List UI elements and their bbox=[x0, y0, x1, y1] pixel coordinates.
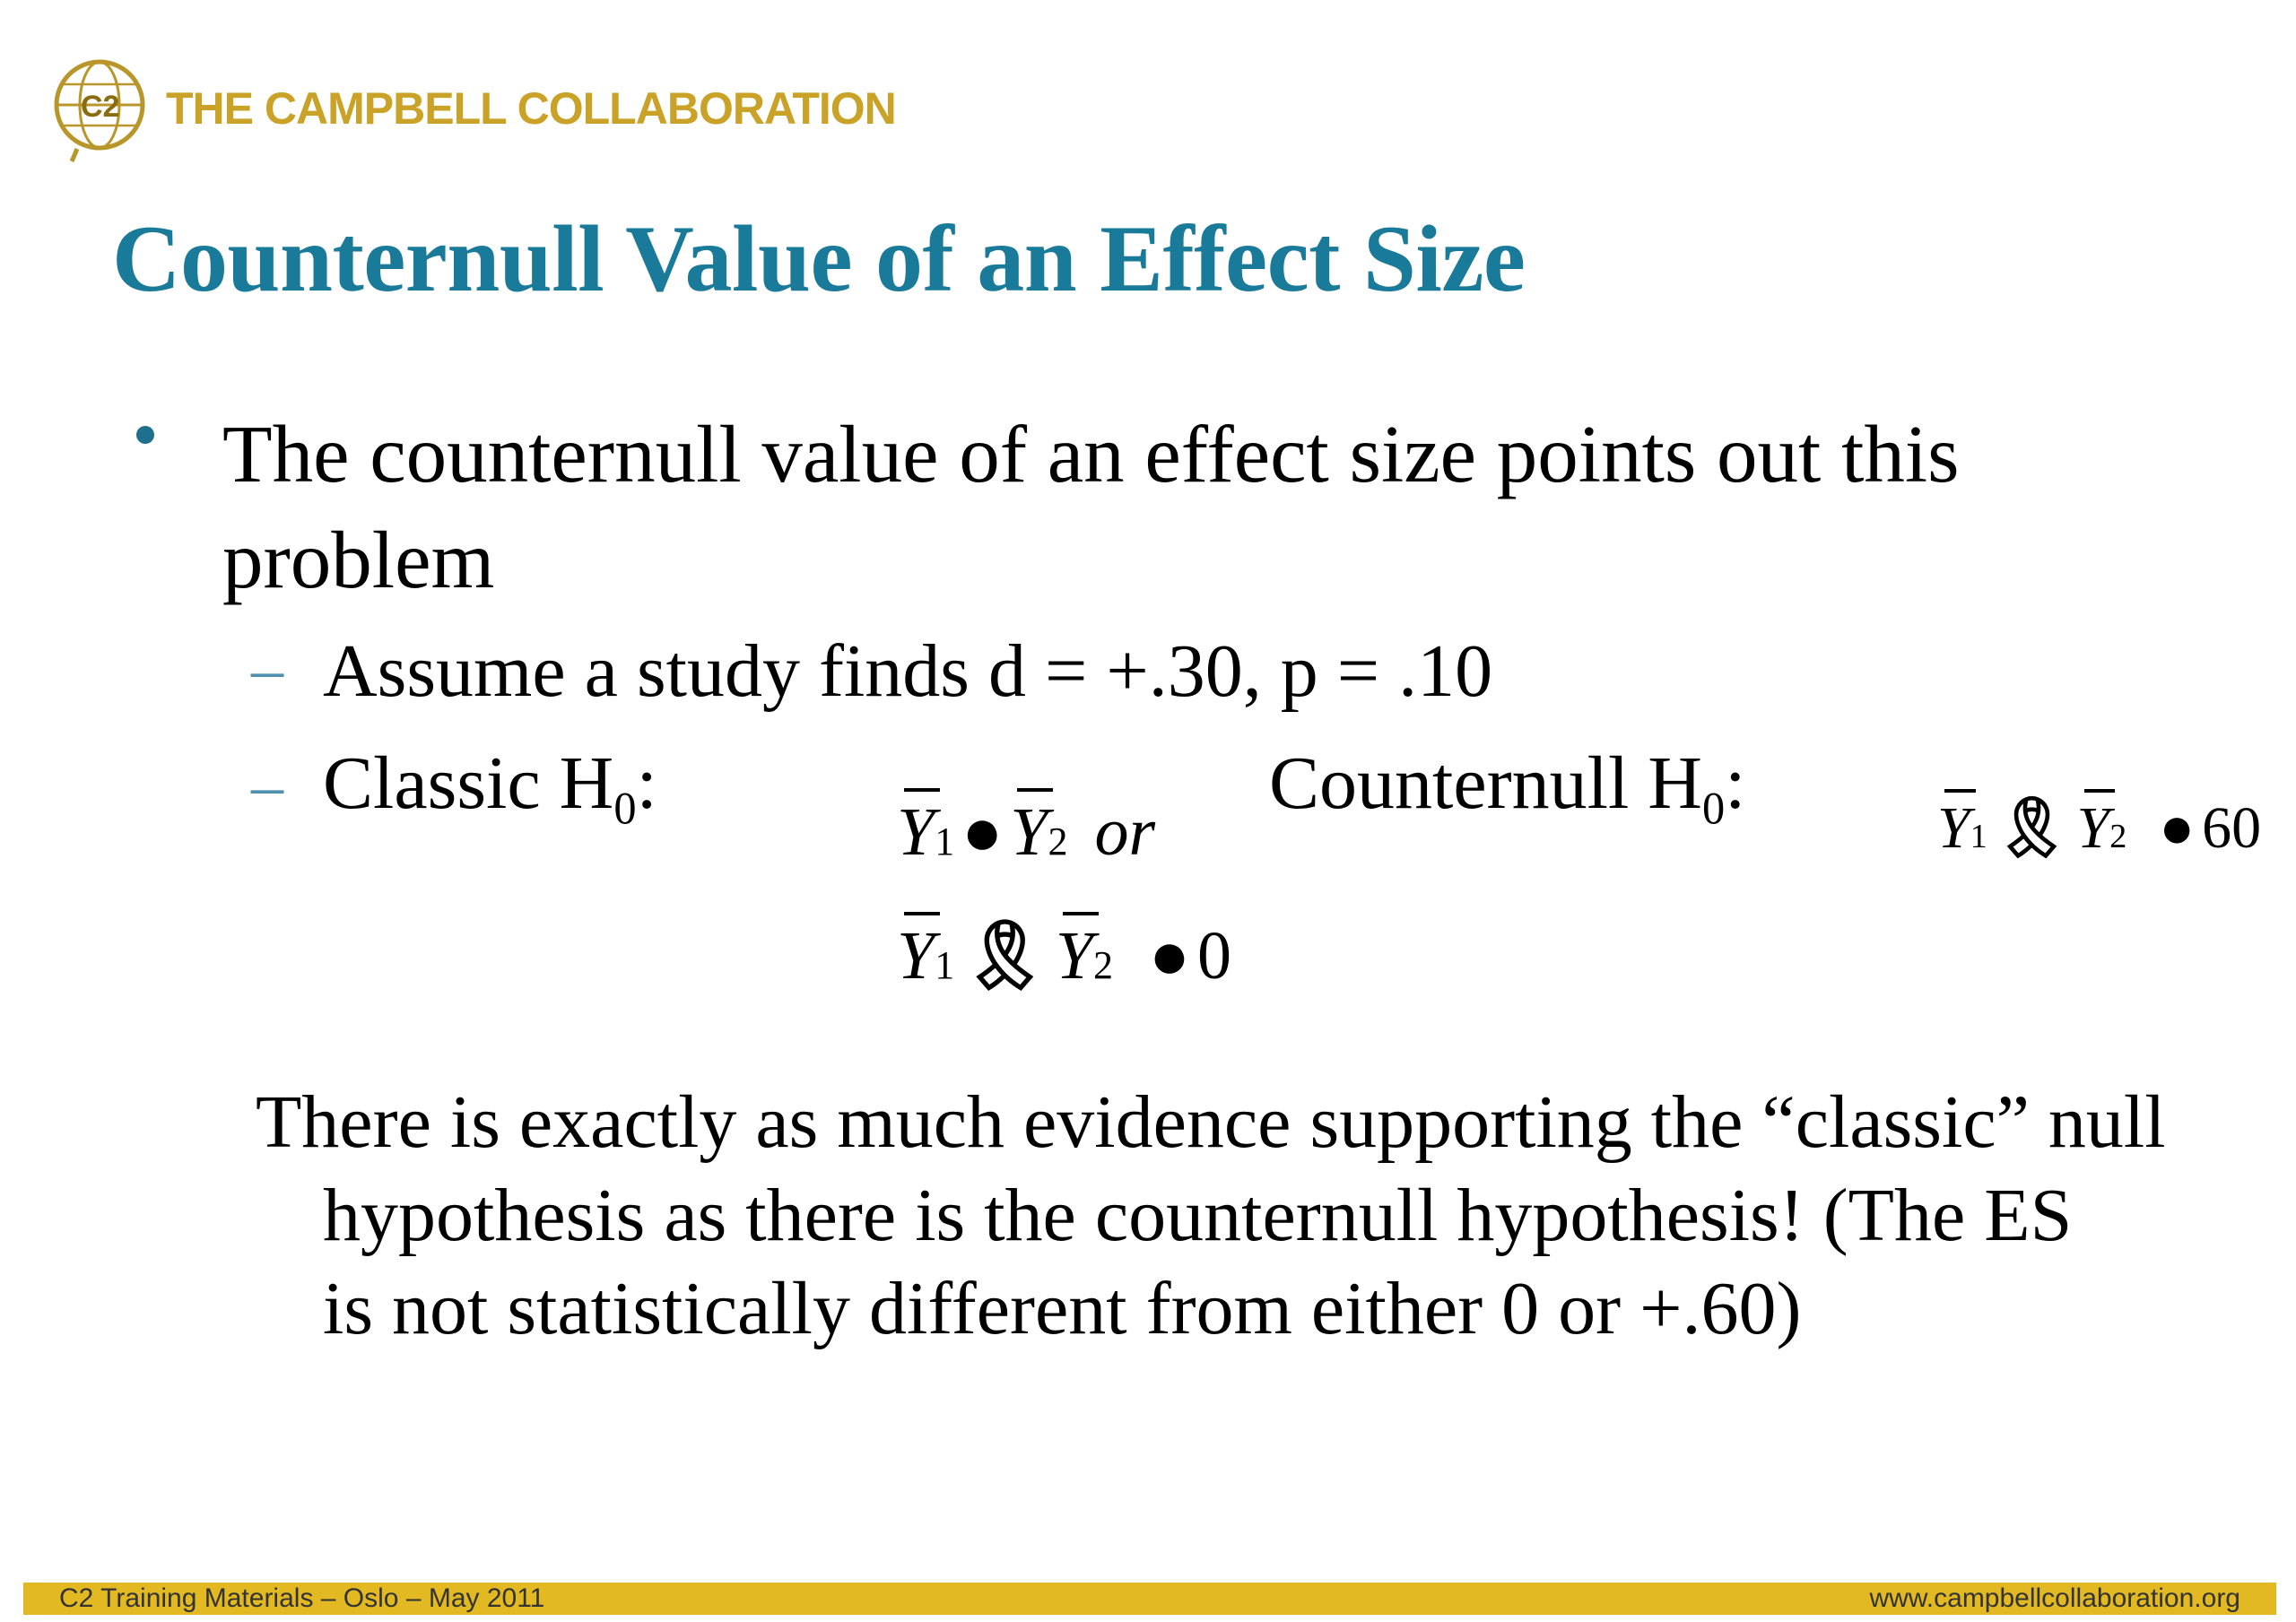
formula-counternull: Y 1 🎗 Y 2 ● 60 bbox=[1937, 795, 2262, 861]
equals-glyph-icon: ● bbox=[2159, 795, 2196, 861]
formula-classic-difference: Y 1 🎗 Y 2 ● 0 bbox=[897, 915, 1231, 995]
counternull-label: Counternull $H_0$: bbox=[1269, 742, 1746, 834]
footer-training-label: C2 Training Materials – Oslo – May 2011 bbox=[59, 1583, 545, 1613]
slide-title: Counternull Value of an Effect Size bbox=[112, 206, 1526, 311]
conclusion-paragraph bbox=[256, 1076, 2229, 1356]
subbullet-assume: Assume a study finds d = +.30, p = .10 bbox=[323, 629, 1493, 713]
equals-glyph-icon: ● bbox=[1149, 918, 1190, 993]
conclusion-line-2: hypothesis as there is the counternull hypothesis! (The ES bbox=[323, 1174, 2073, 1257]
subbullet-classic: Classic $H_0$: bbox=[323, 742, 657, 834]
minus-glyph-icon: 🎗 bbox=[1994, 795, 2070, 861]
bullet-marker bbox=[136, 426, 154, 444]
minus-glyph-icon: 🎗 bbox=[961, 918, 1048, 993]
formula-classic-equal: Y 1 ● Y 2 or bbox=[897, 794, 1156, 870]
campbell-globe-logo-icon bbox=[50, 56, 149, 163]
conclusion-line-3: is not statistically different from either 0 or +.60) bbox=[323, 1267, 1802, 1350]
org-name: THE CAMPBELL COLLABORATION bbox=[166, 83, 896, 134]
dash-marker: – bbox=[251, 633, 283, 705]
svg-text:C2: C2 bbox=[81, 90, 120, 124]
footer-website-link[interactable]: www.campbellcollaboration.org bbox=[1869, 1583, 2240, 1613]
bullet-text: The counternull value of an effect size points out this problem bbox=[222, 409, 1960, 605]
conclusion-line-1: There is exactly as much evidence supporting the “classic” null bbox=[256, 1080, 2166, 1164]
dash-marker: – bbox=[251, 750, 283, 821]
equals-glyph-icon: ● bbox=[961, 794, 1004, 870]
